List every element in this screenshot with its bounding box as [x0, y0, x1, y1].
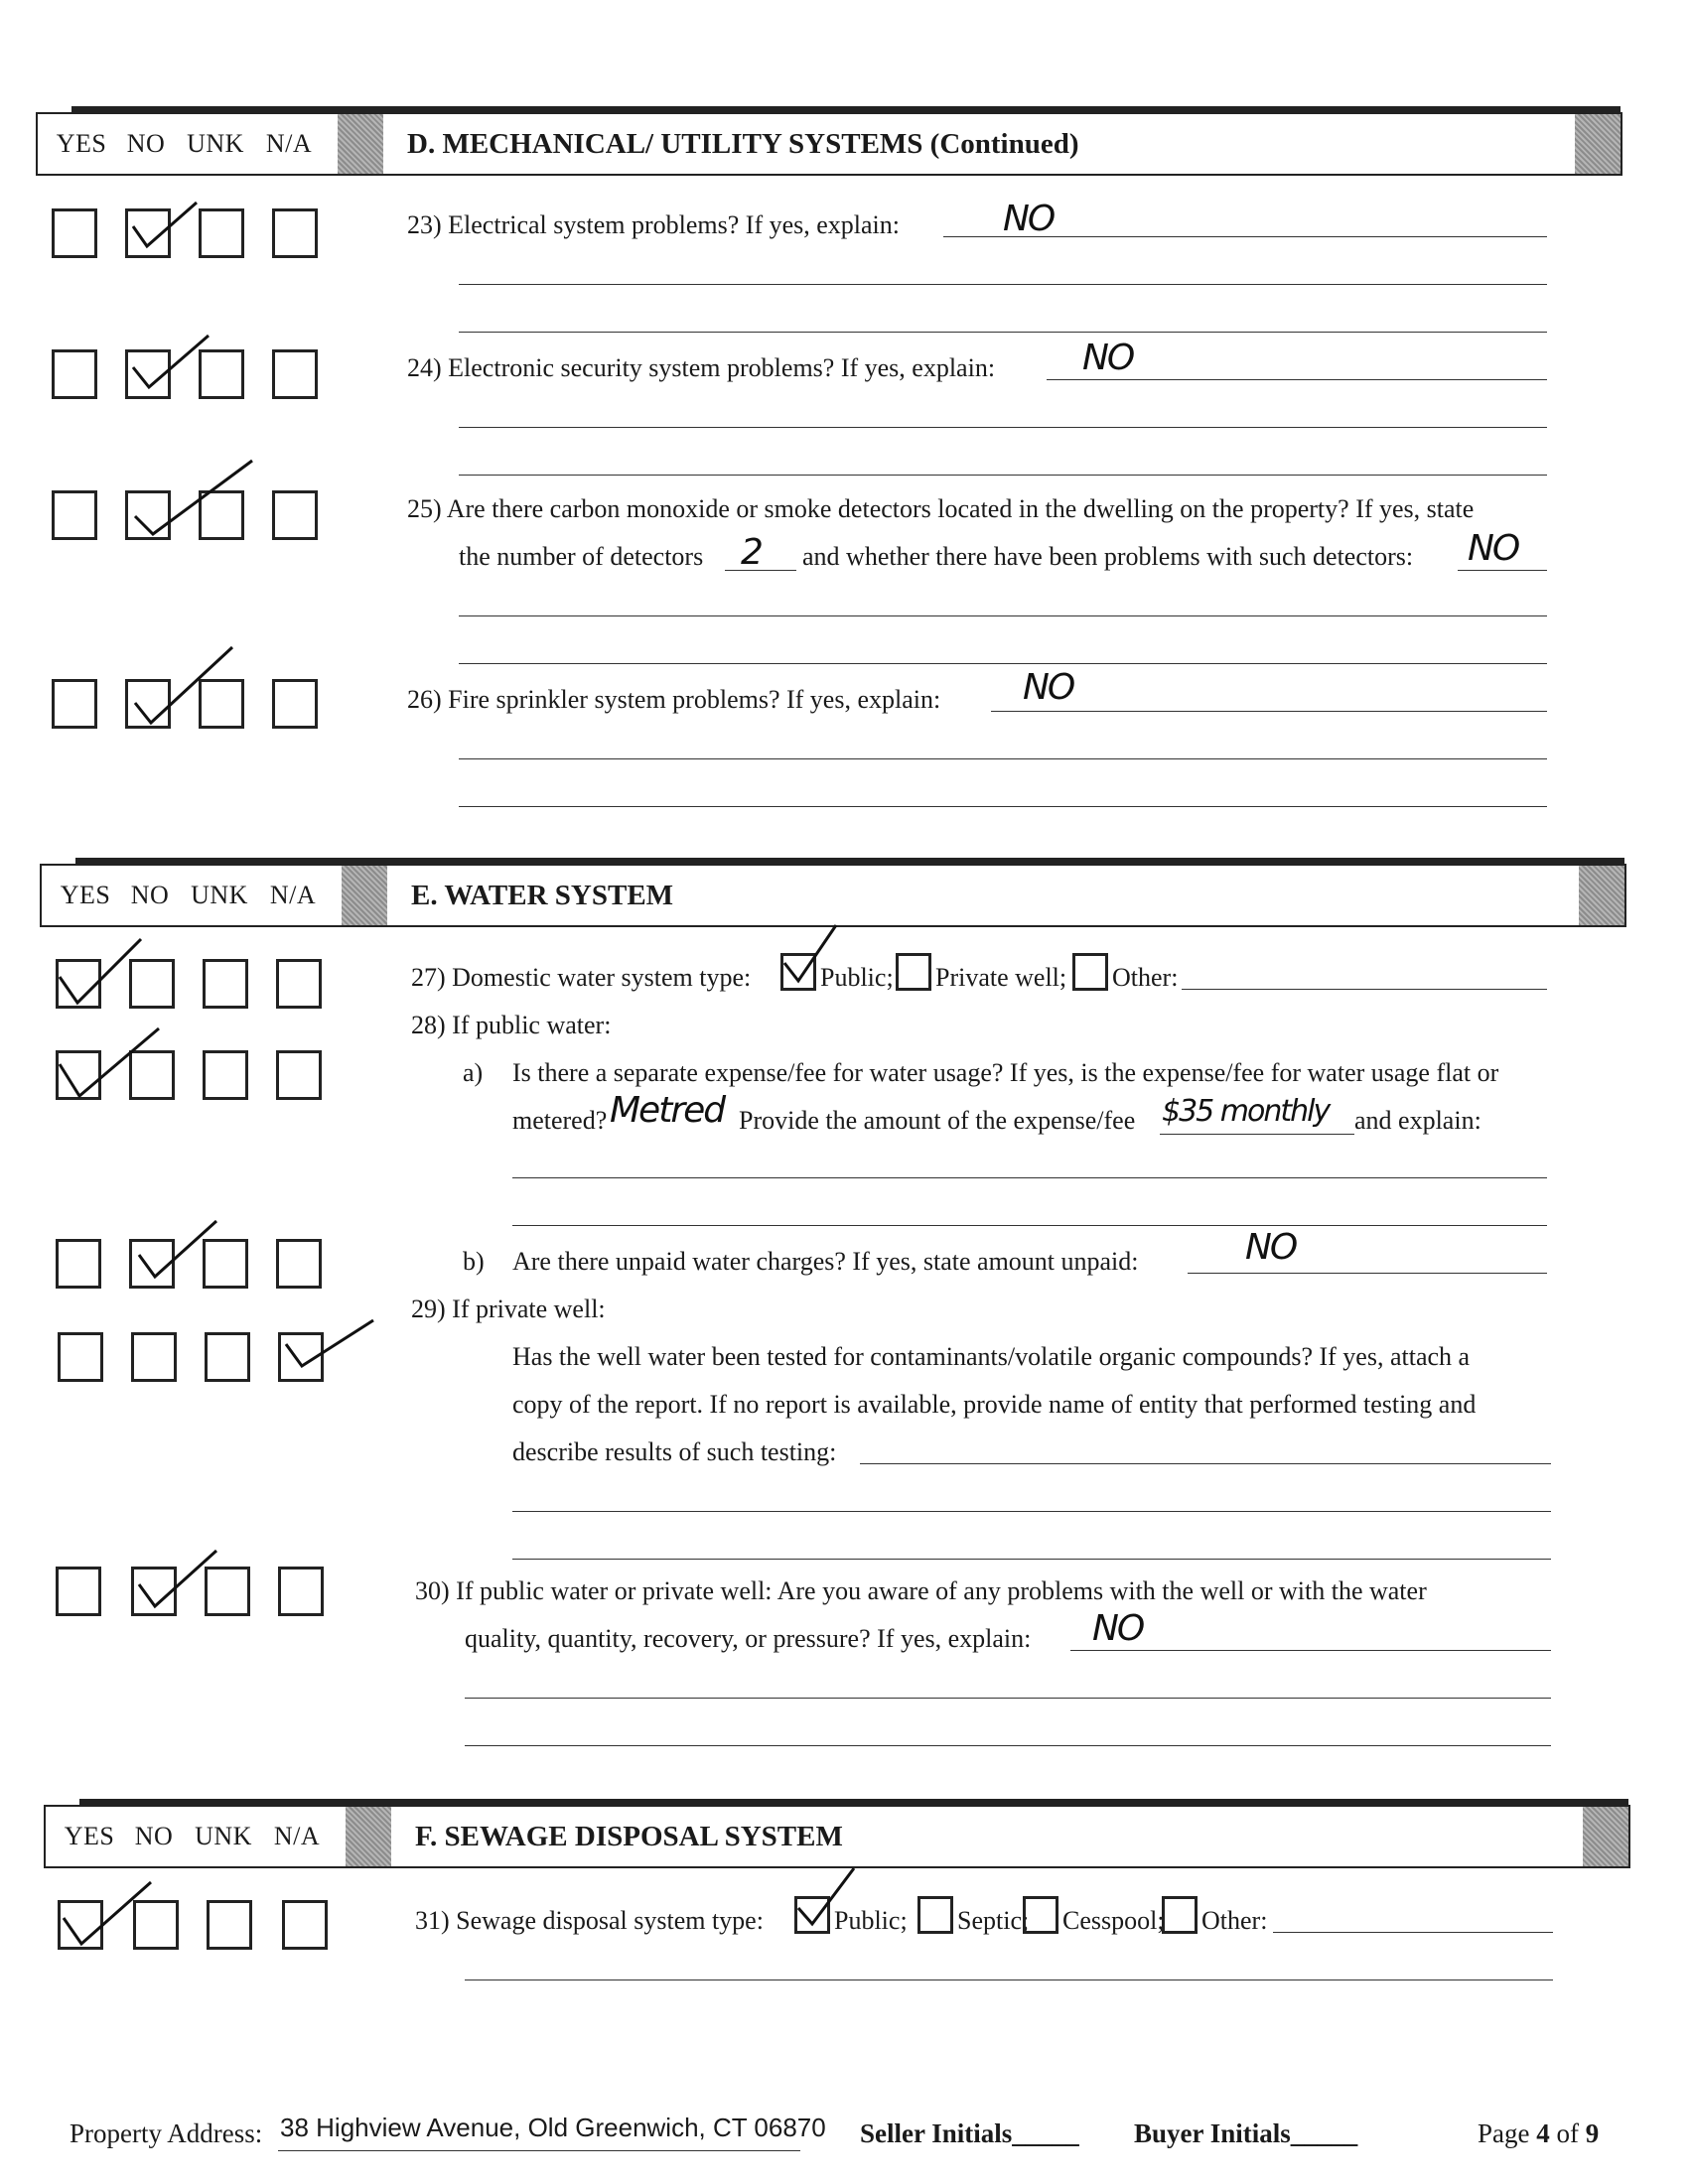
- section-title: E. WATER SYSTEM: [411, 879, 674, 911]
- q31-other-checkbox[interactable]: [1162, 1896, 1198, 1934]
- q26-text: 26) Fire sprinkler system problems? If yes, explain:: [407, 685, 941, 714]
- q25-line2b: and whether there have been problems with such detectors:: [802, 542, 1414, 571]
- q28a-na-checkbox[interactable]: [276, 1050, 322, 1100]
- q27-private-well-checkbox[interactable]: [896, 953, 931, 991]
- header-shade: [346, 1807, 391, 1866]
- q23-na-checkbox[interactable]: [272, 208, 318, 258]
- q25-line2a: the number of detectors: [459, 542, 704, 571]
- q24-text: 24) Electronic security system problems? If yes, explain:: [407, 353, 996, 382]
- answer-line: [459, 663, 1547, 664]
- header-shade: [1579, 866, 1624, 925]
- q31-unk-checkbox[interactable]: [207, 1900, 252, 1950]
- q26-answer: NO: [1023, 667, 1074, 708]
- q30-line2: quality, quantity, recovery, or pressure? If yes, explain:: [465, 1624, 1032, 1653]
- checkmark-icon: [127, 330, 216, 399]
- q31-opt-cesspool: Cesspool;: [1062, 1906, 1165, 1935]
- q27-opt-private-well: Private well;: [935, 963, 1067, 992]
- col-yes: YES: [56, 129, 107, 158]
- q27-na-checkbox[interactable]: [276, 959, 322, 1009]
- answer-line: [512, 1225, 1547, 1226]
- q31-na-checkbox[interactable]: [282, 1900, 328, 1950]
- answer-line: [459, 427, 1547, 428]
- q25-line1: 25) Are there carbon monoxide or smoke detectors located in the dwelling on the property? If yes, state: [407, 494, 1475, 523]
- checkmark-icon: [127, 195, 207, 254]
- q28a-unk-checkbox[interactable]: [203, 1050, 248, 1100]
- q28-text: 28) If public water:: [411, 1011, 612, 1039]
- q28b-na-checkbox[interactable]: [276, 1239, 322, 1289]
- q28b-label: b): [463, 1247, 485, 1276]
- answer-line: [1458, 570, 1547, 571]
- q28a-metered-answer: Metred: [610, 1090, 725, 1131]
- q30-answer: NO: [1092, 1608, 1144, 1649]
- answer-line: [991, 711, 1547, 712]
- answer-line: [1070, 1650, 1551, 1651]
- section-f-header: [44, 1805, 1630, 1868]
- col-na: N/A: [269, 881, 317, 909]
- q31-opt-public: Public;: [834, 1906, 908, 1935]
- buyer-initials: Buyer Initials_____: [1134, 2118, 1358, 2148]
- property-address-value: 38 Highview Avenue, Old Greenwich, CT 06870: [280, 2113, 826, 2142]
- q31-opt-other: Other:: [1201, 1906, 1268, 1935]
- q28a-line2a: metered?: [512, 1106, 608, 1135]
- answer-line: [512, 1559, 1551, 1560]
- col-no: NO: [126, 129, 166, 158]
- checkmark-icon: [56, 1024, 165, 1104]
- page-current: 4: [1536, 2118, 1550, 2148]
- header-shade: [1583, 1807, 1628, 1866]
- answer-line: [1182, 989, 1547, 990]
- q31-opt-septic: Septic;: [957, 1906, 1030, 1935]
- answer-line: [1160, 1134, 1354, 1135]
- q28b-yes-checkbox[interactable]: [56, 1239, 101, 1289]
- checkmark-icon: [129, 641, 238, 731]
- answer-line: [465, 1698, 1551, 1699]
- answer-line: [1188, 1273, 1547, 1274]
- header-shade: [342, 866, 387, 925]
- answer-line: [860, 1463, 1551, 1464]
- q23-answer: NO: [1003, 199, 1055, 239]
- q29-no-checkbox[interactable]: [131, 1332, 177, 1382]
- answer-line: [465, 1979, 1553, 1980]
- q24-yes-checkbox[interactable]: [52, 349, 97, 399]
- column-headers: [50, 866, 367, 925]
- q30-line1: 30) If public water or private well: Are you aware of any problems with the well or with the water: [415, 1576, 1427, 1605]
- answer-line: [459, 615, 1547, 616]
- answer-line: [1273, 1932, 1553, 1933]
- col-na: N/A: [273, 1822, 321, 1850]
- col-no: NO: [134, 1822, 174, 1850]
- q30-na-checkbox[interactable]: [278, 1567, 324, 1616]
- q28a-line1: Is there a separate expense/fee for water usage? If yes, is the expense/fee for water usage flat or: [512, 1058, 1499, 1087]
- address-line: [278, 2150, 800, 2151]
- col-na: N/A: [265, 129, 313, 158]
- q26-yes-checkbox[interactable]: [52, 679, 97, 729]
- property-address-label: Property Address:: [70, 2118, 263, 2148]
- checkmark-icon: [58, 1876, 157, 1956]
- header-shade: [338, 114, 383, 174]
- q25-detectors: 2: [741, 532, 762, 573]
- col-unk: UNK: [195, 1822, 252, 1850]
- q26-na-checkbox[interactable]: [272, 679, 318, 729]
- answer-line: [459, 758, 1547, 759]
- q25-yes-checkbox[interactable]: [52, 490, 97, 540]
- answer-line: [459, 475, 1547, 476]
- q24-answer: NO: [1082, 338, 1134, 378]
- col-yes: YES: [60, 881, 111, 909]
- checkmark-icon: [129, 455, 258, 544]
- answer-line: [512, 1511, 1551, 1512]
- q27-other-checkbox[interactable]: [1072, 953, 1108, 991]
- col-yes: YES: [64, 1822, 115, 1850]
- seller-initials: Seller Initials_____: [860, 2118, 1079, 2148]
- q27-opt-other: Other:: [1112, 963, 1179, 992]
- col-unk: UNK: [187, 129, 244, 158]
- column-headers: [54, 1807, 371, 1866]
- answer-line: [459, 806, 1547, 807]
- section-d-header: [36, 112, 1622, 176]
- answer-line: [512, 1177, 1547, 1178]
- q25-answer: NO: [1468, 528, 1519, 569]
- page-total: 9: [1585, 2118, 1600, 2148]
- q28a-fee-answer: $35 monthly: [1162, 1094, 1330, 1129]
- section-title: D. MECHANICAL/ UTILITY SYSTEMS (Continued): [407, 127, 1079, 160]
- q29-yes-checkbox[interactable]: [58, 1332, 103, 1382]
- checkmark-icon: [56, 933, 145, 1013]
- q28a-label: a): [463, 1058, 484, 1087]
- q28a-line2b: Provide the amount of the expense/fee: [739, 1106, 1136, 1135]
- q27-text: 27) Domestic water system type:: [411, 963, 752, 992]
- column-headers: [46, 114, 363, 174]
- q28a-line2c: and explain:: [1354, 1106, 1481, 1135]
- q29-line1: Has the well water been tested for contaminants/volatile organic compounds? If yes, attach a: [512, 1342, 1471, 1371]
- q23-yes-checkbox[interactable]: [52, 208, 97, 258]
- header-shade: [1575, 114, 1621, 174]
- col-unk: UNK: [191, 881, 248, 909]
- checkmark-icon: [133, 1547, 222, 1616]
- q31-cesspool-checkbox[interactable]: [1023, 1896, 1058, 1934]
- q31-septic-checkbox[interactable]: [917, 1896, 953, 1934]
- q24-na-checkbox[interactable]: [272, 349, 318, 399]
- checkmark-icon: [280, 1312, 379, 1382]
- answer-line: [1047, 379, 1547, 380]
- page-of: of: [1556, 2118, 1579, 2148]
- q30-yes-checkbox[interactable]: [56, 1567, 101, 1616]
- q28b-answer: NO: [1245, 1227, 1297, 1268]
- q29-line3: describe results of such testing:: [512, 1437, 837, 1466]
- q31-text: 31) Sewage disposal system type:: [415, 1906, 764, 1935]
- answer-line: [465, 1745, 1551, 1746]
- q28b-text: Are there unpaid water charges? If yes, state amount unpaid:: [512, 1247, 1139, 1276]
- section-e-header: [40, 864, 1626, 927]
- q29-line2: copy of the report. If no report is available, provide name of entity that performed testing and: [512, 1390, 1477, 1419]
- q25-na-checkbox[interactable]: [272, 490, 318, 540]
- checkmark-icon: [133, 1217, 222, 1287]
- q27-unk-checkbox[interactable]: [203, 959, 248, 1009]
- q29-unk-checkbox[interactable]: [205, 1332, 250, 1382]
- q27-opt-public: Public;: [820, 963, 894, 992]
- answer-line: [459, 332, 1547, 333]
- section-title: F. SEWAGE DISPOSAL SYSTEM: [415, 1820, 843, 1852]
- page-prefix: Page: [1478, 2118, 1530, 2148]
- answer-line: [459, 284, 1547, 285]
- q23-text: 23) Electrical system problems? If yes, explain:: [407, 210, 901, 239]
- col-no: NO: [130, 881, 170, 909]
- q29-text: 29) If private well:: [411, 1295, 606, 1323]
- page-number: [1478, 2118, 1599, 2149]
